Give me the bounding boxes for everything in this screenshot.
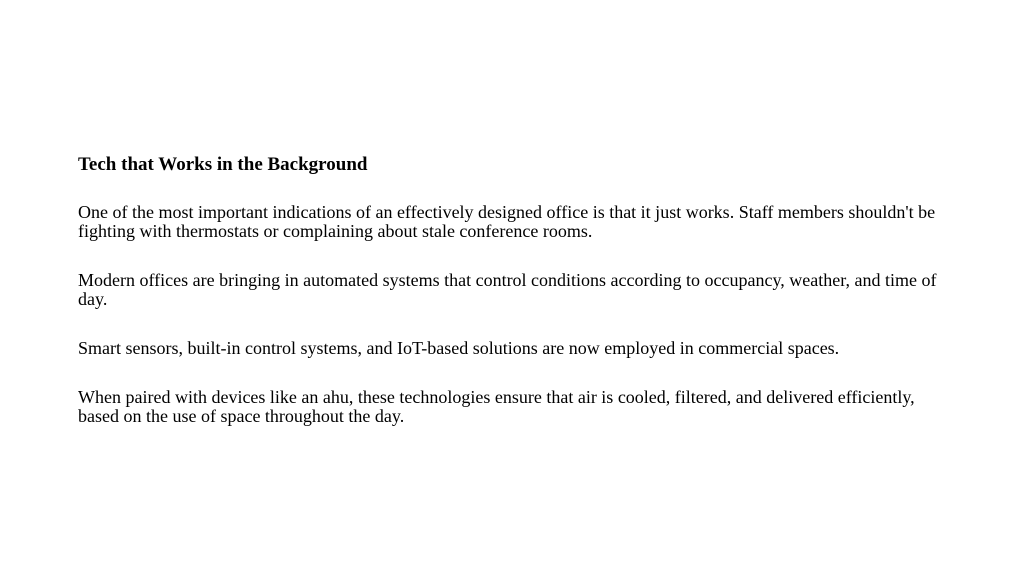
paragraph-4: When paired with devices like an ahu, these technologies ensure that air is cooled, filtered, and delivered efficiently, based on the use of space throughout the day. <box>78 387 915 426</box>
section-heading: Tech that Works in the Background <box>78 154 368 175</box>
paragraph-1: One of the most important indications of an effectively designed office is that it just works. Staff members shouldn't be fighting with thermostats or complaining about stale conference rooms. <box>78 202 936 241</box>
paragraph-3: Smart sensors, built-in control systems, and IoT-based solutions are now employed in commercial spaces. <box>78 338 840 358</box>
paragraph-2: Modern offices are bringing in automated systems that control conditions according to occupancy, weather, and time of day. <box>78 270 937 309</box>
article-body <box>78 153 938 426</box>
